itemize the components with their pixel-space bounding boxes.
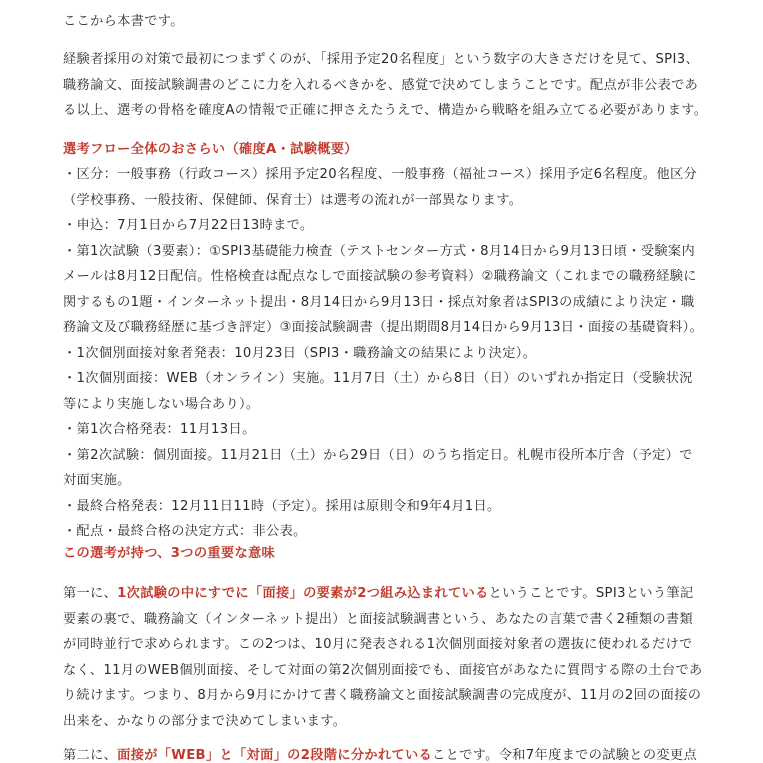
section-heading-meaning: この選考が持つ、3つの重要な意味: [63, 546, 276, 561]
body-first-line: [63, 581, 715, 607]
body-second-pre: 第二に、: [63, 748, 118, 763]
body-line: り続けます。つまり、8月から9月にかけて書く職務論文と面接試験調書の完成度が、11月の2回の面接の: [63, 688, 702, 703]
body-line: が同時並行で求められます。この2つは、10月に発表される1次個別面接対象者の選抜に使われるだけで: [63, 637, 693, 652]
body-line: なく、11月のWEB個別面接、そして対面の第2次個別面接でも、面接官があなたに質問する際の土台であ: [63, 662, 703, 678]
lead-line: る以上、選考の骨格を確度Aの情報で正確に押さえたうえで、構造から戦略を組み立てる必要があります。: [63, 103, 708, 118]
list-line: 等により実施しない場合あり）。: [63, 396, 260, 412]
list-line: ・1次個別面接：WEB（オンライン）実施。11月7日（土）から8日（日）のいずれか指定日（受験状況: [63, 371, 693, 386]
list-line: ・第2次試験：個別面接。11月21日（土）から29日（日）のうち指定日。札幌市役所本庁舎（予定）で: [63, 447, 693, 463]
list-line: 関するもの1題・インターネット提出・8月14日から9月13日・採点対象者はSPI3の成績により決定・職: [63, 294, 695, 310]
flow-list: [63, 162, 715, 545]
body-line: 出来を、かなりの部分まで決めてしまいます。: [63, 713, 347, 729]
body-line: 要素の裏で、職務論文（インターネット提出）と面接試験調書という、あなたの言葉で書く2種類の書類: [63, 611, 694, 627]
list-line: ・最終合格発表：12月11日11時（予定）。採用は原則令和9年4月1日。: [63, 498, 501, 514]
body-first-highlight: 1次試験の中にすでに「面接」の要素が2つ組み込まれている: [117, 586, 489, 601]
lead-paragraph: [63, 47, 715, 124]
intro-text: ここから本書です。: [63, 14, 184, 29]
body-paragraph-first: [63, 581, 715, 734]
list-line: 対面実施。: [63, 473, 131, 488]
body-second-post: ことです。令和7年度までの試験との変更点: [432, 748, 697, 763]
section-heading-flow: 選考フロー全体のおさらい（確度A・試験概要）: [63, 142, 358, 157]
list-line: ・1次個別面接対象者発表：10月23日（SPI3・職務論文の結果により決定）。: [63, 345, 537, 361]
list-line: ・申込：7月1日から7月22日13時まで。: [63, 218, 314, 233]
list-line: ・第1次試験（3要素）：①SPI3基礎能力検査（テストセンター方式・8月14日から9月13日頃・受験案内: [63, 243, 696, 259]
list-line: ・区分：一般事務（行政コース）採用予定20名程度、一般事務（福祉コース）採用予定6名程度。他区分: [63, 167, 698, 182]
list-line: メールは8月12日配信。性格検査は配点なしで面接試験の参考資料）②職務論文（これまでの職務経験に: [63, 269, 697, 284]
body-first-post: ということです。SPI3という筆記: [488, 586, 694, 601]
body-second-highlight: 面接が「WEB」と「対面」の2段階に分かれている: [117, 748, 433, 763]
list-line: 務論文及び職務経歴に基づき評定）③面接試験調書（提出期間8月14日から9月13日・面接の基礎資料）。: [63, 320, 704, 335]
body-second-line: [63, 743, 715, 763]
list-line: ・配点・最終合格の決定方式：非公表。: [63, 524, 307, 539]
list-line: ・第1次合格発表：11月13日。: [63, 422, 256, 437]
list-line: （学校事務、一般技術、保健師、保育士）は選考の流れが一部異なります。: [63, 192, 523, 208]
lead-line: 職務論文、面接試験調書のどこに力を入れるべきかを、感覚で決めてしまうことです。配点が非公表であ: [63, 77, 699, 93]
body-first-pre: 第一に、: [63, 586, 118, 601]
lead-line: 経験者採用の対策で最初につまずくのが、「採用予定20名程度」という数字の大きさだけを見て、SPI3、: [63, 52, 700, 67]
body-paragraph-second: [63, 743, 715, 763]
